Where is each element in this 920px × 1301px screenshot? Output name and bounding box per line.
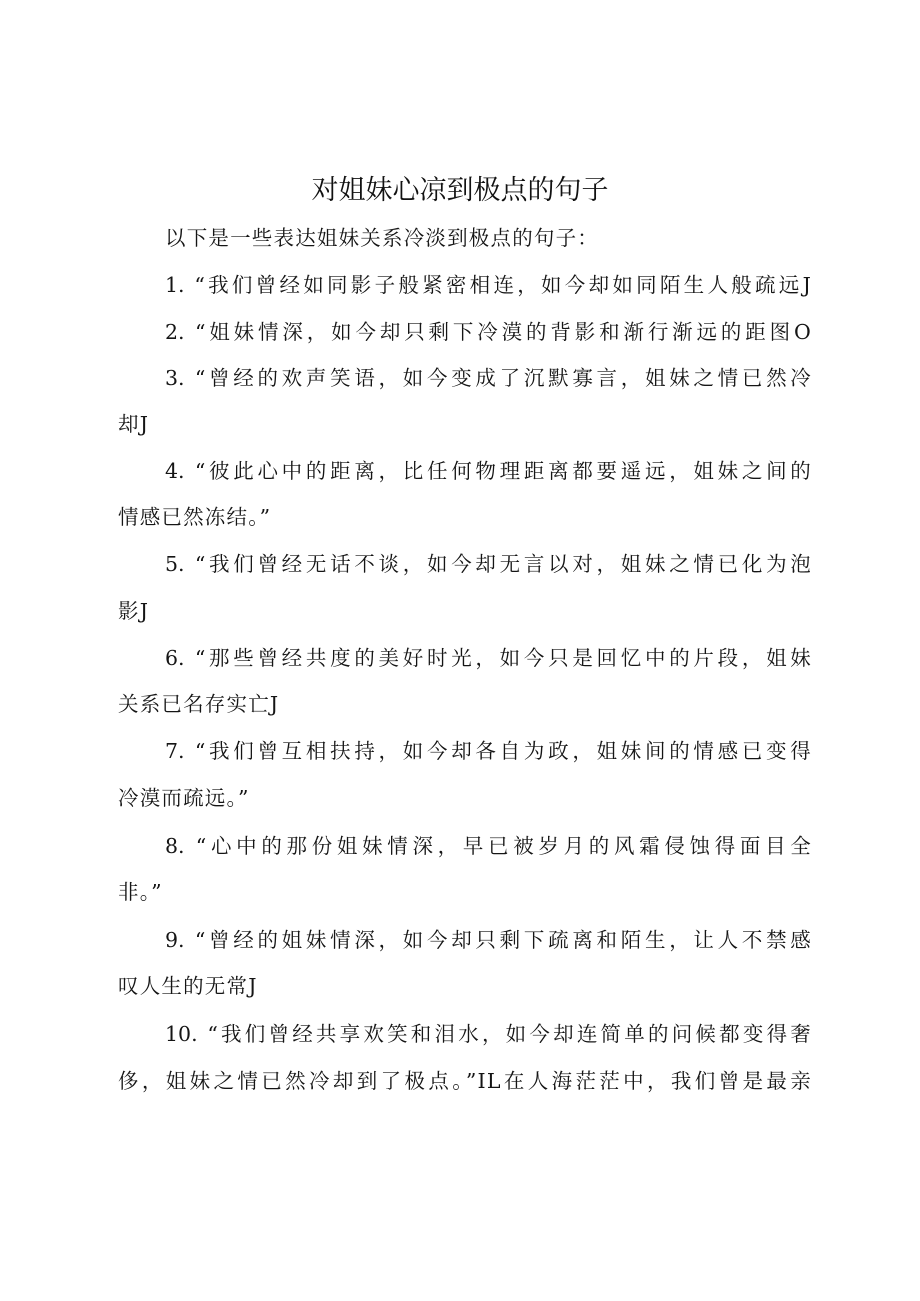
item-text: “我们曾经无话不谈，如今却无言以对，姐妹之情已化为泡 — [194, 552, 813, 576]
item-text: “我们曾经共享欢笑和泪水，如今却连简单的问候都变得奢 — [207, 1022, 813, 1046]
page-title: 对姐妹心凉到极点的句子 — [311, 175, 609, 206]
list-item — [165, 728, 812, 774]
item-continuation: 冷漠而疏远。” — [118, 786, 250, 810]
list-item — [165, 917, 812, 963]
item-number: 2. — [165, 320, 185, 344]
item-text: “我们曾经如同影子般紧密相连，如今却如同陌生人般疏远J — [194, 273, 812, 297]
item-number: 8. — [165, 834, 185, 858]
list-item — [165, 635, 812, 681]
item-number: 9. — [165, 928, 185, 952]
item-text: “心中的那份姐妹情深，早已被岁月的风霜侵蚀得面目全 — [195, 834, 813, 858]
item-text: “彼此心中的距离，比任何物理距离都要遥远，姐妹之间的 — [194, 459, 813, 483]
item-continuation: 叹人生的无常J — [118, 974, 258, 998]
item-number: 6. — [165, 646, 185, 670]
list-item — [165, 541, 812, 587]
intro-paragraph: 以下是一些表达姐妹关系冷淡到极点的句子： — [165, 226, 599, 250]
list-item — [165, 355, 812, 401]
list-item — [165, 309, 812, 355]
item-number: 4. — [165, 459, 185, 483]
item-number: 3. — [165, 366, 185, 390]
list-item — [165, 448, 812, 494]
list-item — [165, 823, 812, 869]
item-number: 10. — [165, 1022, 198, 1046]
item-number: 1. — [165, 273, 185, 297]
item-continuation: 影J — [118, 599, 150, 623]
item-text: “那些曾经共度的美好时光，如今只是回忆中的片段，姐妹 — [194, 646, 813, 670]
item-number: 7. — [165, 739, 185, 763]
item-number: 5. — [165, 552, 185, 576]
item-text: “我们曾互相扶持，如今却各自为政，姐妹间的情感已变得 — [194, 739, 813, 763]
item-continuation: 关系已名存实亡J — [118, 692, 280, 716]
item-text: “曾经的姐妹情深，如今却只剩下疏离和陌生，让人不禁感 — [194, 928, 813, 952]
item-continuation: 情感已然冻结。” — [118, 505, 272, 529]
item-text: “曾经的欢声笑语，如今变成了沉默寡言，姐妹之情已然冷 — [194, 366, 813, 390]
list-item — [165, 262, 812, 308]
item-continuation: 侈，姐妹之情已然冷却到了极点。”IL在人海茫茫中，我们曾是最亲 — [118, 1069, 812, 1093]
item-text: “姐妹情深，如今却只剩下冷漠的背影和渐行渐远的距图O — [194, 320, 812, 344]
item-continuation: 非。” — [118, 880, 163, 904]
item-continuation: 却J — [118, 412, 150, 436]
list-item — [165, 1011, 812, 1057]
